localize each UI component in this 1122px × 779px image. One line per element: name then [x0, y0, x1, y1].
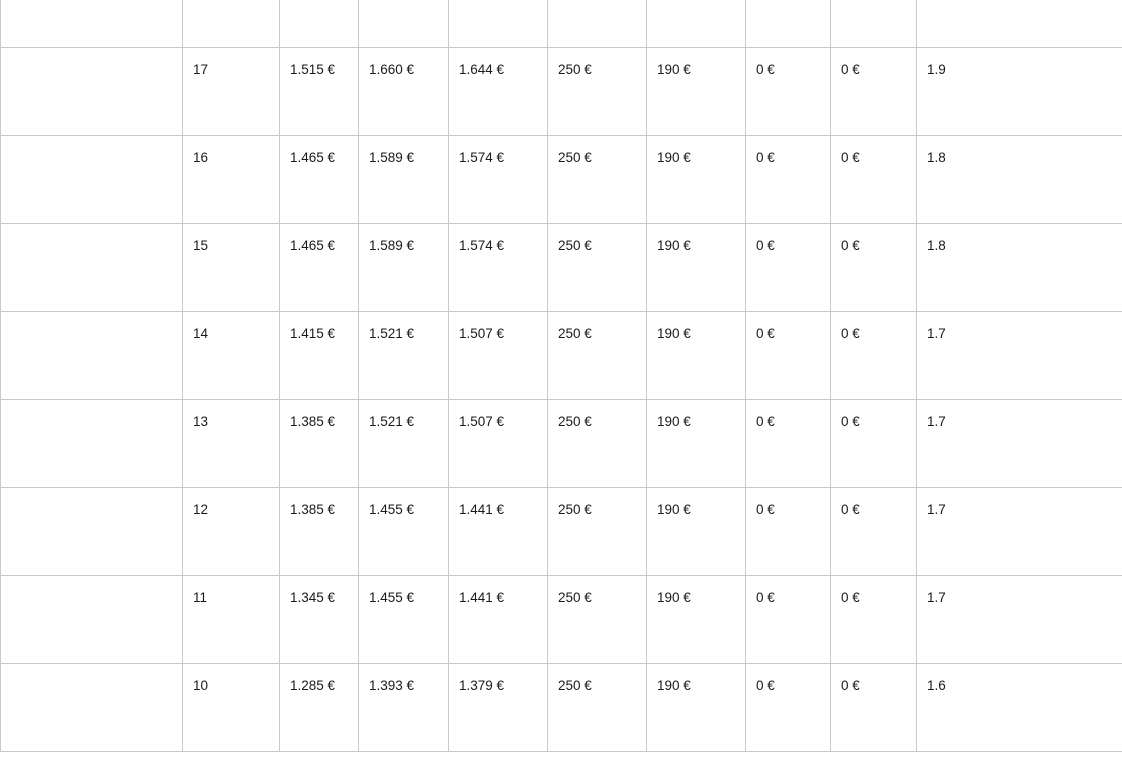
row-label-cell[interactable] [1, 576, 183, 664]
table-cell-price8[interactable] [917, 0, 1122, 48]
table-cell-price7[interactable]: 0 € [831, 136, 917, 224]
table-cell-qty[interactable]: 13 [183, 400, 280, 488]
table-cell-price7[interactable]: 0 € [831, 488, 917, 576]
table-cell-price4[interactable]: 250 € [548, 224, 647, 312]
table-cell-price1[interactable]: 1.385 € [280, 488, 359, 576]
table-cell-price3[interactable] [449, 0, 548, 48]
table-cell-qty[interactable]: 11 [183, 576, 280, 664]
table-cell-price6[interactable]: 0 € [746, 664, 831, 752]
table-row [1, 48, 1122, 136]
table-cell-price6[interactable]: 0 € [746, 48, 831, 136]
table-cell-price5[interactable]: 190 € [647, 136, 746, 224]
table-cell-price1[interactable]: 1.285 € [280, 664, 359, 752]
table-cell-price5[interactable]: 190 € [647, 664, 746, 752]
row-label-cell[interactable] [1, 400, 183, 488]
table-cell-qty[interactable]: 14 [183, 312, 280, 400]
table-cell-qty[interactable]: 12 [183, 488, 280, 576]
table-cell-price3[interactable]: 1.644 € [449, 48, 548, 136]
table-cell-price2[interactable]: 1.455 € [359, 488, 449, 576]
table-cell-price5[interactable]: 190 € [647, 48, 746, 136]
row-label-cell[interactable] [1, 0, 183, 48]
table-cell-price5[interactable]: 190 € [647, 224, 746, 312]
table-cell-price4[interactable]: 250 € [548, 576, 647, 664]
table-cell-price5[interactable]: 190 € [647, 400, 746, 488]
table-cell-price8[interactable]: 1.9 [917, 48, 1122, 136]
table-row [1, 576, 1122, 664]
table-cell-price3[interactable]: 1.379 € [449, 664, 548, 752]
table-cell-price1[interactable]: 1.385 € [280, 400, 359, 488]
table-cell-price6[interactable] [746, 0, 831, 48]
table-cell-price8[interactable]: 1.7 [917, 400, 1122, 488]
table-cell-price8[interactable]: 1.7 [917, 576, 1122, 664]
table-row [1, 664, 1122, 752]
table-cell-qty[interactable] [183, 0, 280, 48]
table-cell-price6[interactable]: 0 € [746, 312, 831, 400]
table-row [1, 488, 1122, 576]
table-cell-price4[interactable]: 250 € [548, 488, 647, 576]
row-label-cell[interactable] [1, 664, 183, 752]
table-cell-price6[interactable]: 0 € [746, 576, 831, 664]
table-cell-price1[interactable]: 1.465 € [280, 224, 359, 312]
table-cell-price8[interactable]: 1.7 [917, 488, 1122, 576]
table-cell-price3[interactable]: 1.574 € [449, 136, 548, 224]
row-label-cell[interactable] [1, 312, 183, 400]
table-cell-price1[interactable] [280, 0, 359, 48]
table-cell-price2[interactable]: 1.393 € [359, 664, 449, 752]
table-cell-price7[interactable]: 0 € [831, 664, 917, 752]
table-cell-price2[interactable]: 1.455 € [359, 576, 449, 664]
table-cell-price4[interactable] [548, 0, 647, 48]
table-cell-price5[interactable]: 190 € [647, 312, 746, 400]
table-cell-price8[interactable]: 1.8 [917, 136, 1122, 224]
table-cell-price3[interactable]: 1.441 € [449, 488, 548, 576]
table-cell-price2[interactable]: 1.521 € [359, 400, 449, 488]
row-label-cell[interactable] [1, 488, 183, 576]
table-cell-price5[interactable] [647, 0, 746, 48]
table-cell-price7[interactable]: 0 € [831, 576, 917, 664]
table-row [1, 400, 1122, 488]
table-cell-price1[interactable]: 1.345 € [280, 576, 359, 664]
table-cell-qty[interactable]: 15 [183, 224, 280, 312]
table-cell-price4[interactable]: 250 € [548, 400, 647, 488]
table-row [1, 136, 1122, 224]
table-cell-price8[interactable]: 1.7 [917, 312, 1122, 400]
table-cell-price3[interactable]: 1.441 € [449, 576, 548, 664]
table-cell-qty[interactable]: 10 [183, 664, 280, 752]
table-cell-price2[interactable]: 1.660 € [359, 48, 449, 136]
table-cell-price3[interactable]: 1.574 € [449, 224, 548, 312]
table-cell-price5[interactable]: 190 € [647, 488, 746, 576]
table-cell-price3[interactable]: 1.507 € [449, 312, 548, 400]
pricing-table-body [1, 0, 1122, 752]
table-row [1, 312, 1122, 400]
table-cell-price8[interactable]: 1.8 [917, 224, 1122, 312]
table-row [1, 0, 1122, 48]
table-cell-price1[interactable]: 1.465 € [280, 136, 359, 224]
table-cell-price6[interactable]: 0 € [746, 488, 831, 576]
table-cell-price4[interactable]: 250 € [548, 48, 647, 136]
table-cell-price1[interactable]: 1.415 € [280, 312, 359, 400]
table-cell-price7[interactable]: 0 € [831, 48, 917, 136]
table-cell-price2[interactable]: 1.521 € [359, 312, 449, 400]
table-cell-qty[interactable]: 17 [183, 48, 280, 136]
table-cell-price7[interactable]: 0 € [831, 400, 917, 488]
table-row [1, 224, 1122, 312]
table-cell-price2[interactable]: 1.589 € [359, 224, 449, 312]
row-label-cell[interactable] [1, 48, 183, 136]
table-cell-price8[interactable]: 1.6 [917, 664, 1122, 752]
table-cell-qty[interactable]: 16 [183, 136, 280, 224]
row-label-cell[interactable] [1, 224, 183, 312]
table-cell-price4[interactable]: 250 € [548, 136, 647, 224]
table-cell-price7[interactable] [831, 0, 917, 48]
table-cell-price4[interactable]: 250 € [548, 664, 647, 752]
table-cell-price2[interactable]: 1.589 € [359, 136, 449, 224]
table-cell-price7[interactable]: 0 € [831, 224, 917, 312]
table-cell-price3[interactable]: 1.507 € [449, 400, 548, 488]
table-cell-price6[interactable]: 0 € [746, 224, 831, 312]
table-cell-price1[interactable]: 1.515 € [280, 48, 359, 136]
table-cell-price2[interactable] [359, 0, 449, 48]
table-cell-price7[interactable]: 0 € [831, 312, 917, 400]
table-cell-price4[interactable]: 250 € [548, 312, 647, 400]
row-label-cell[interactable] [1, 136, 183, 224]
table-cell-price6[interactable]: 0 € [746, 136, 831, 224]
table-cell-price6[interactable]: 0 € [746, 400, 831, 488]
table-cell-price5[interactable]: 190 € [647, 576, 746, 664]
